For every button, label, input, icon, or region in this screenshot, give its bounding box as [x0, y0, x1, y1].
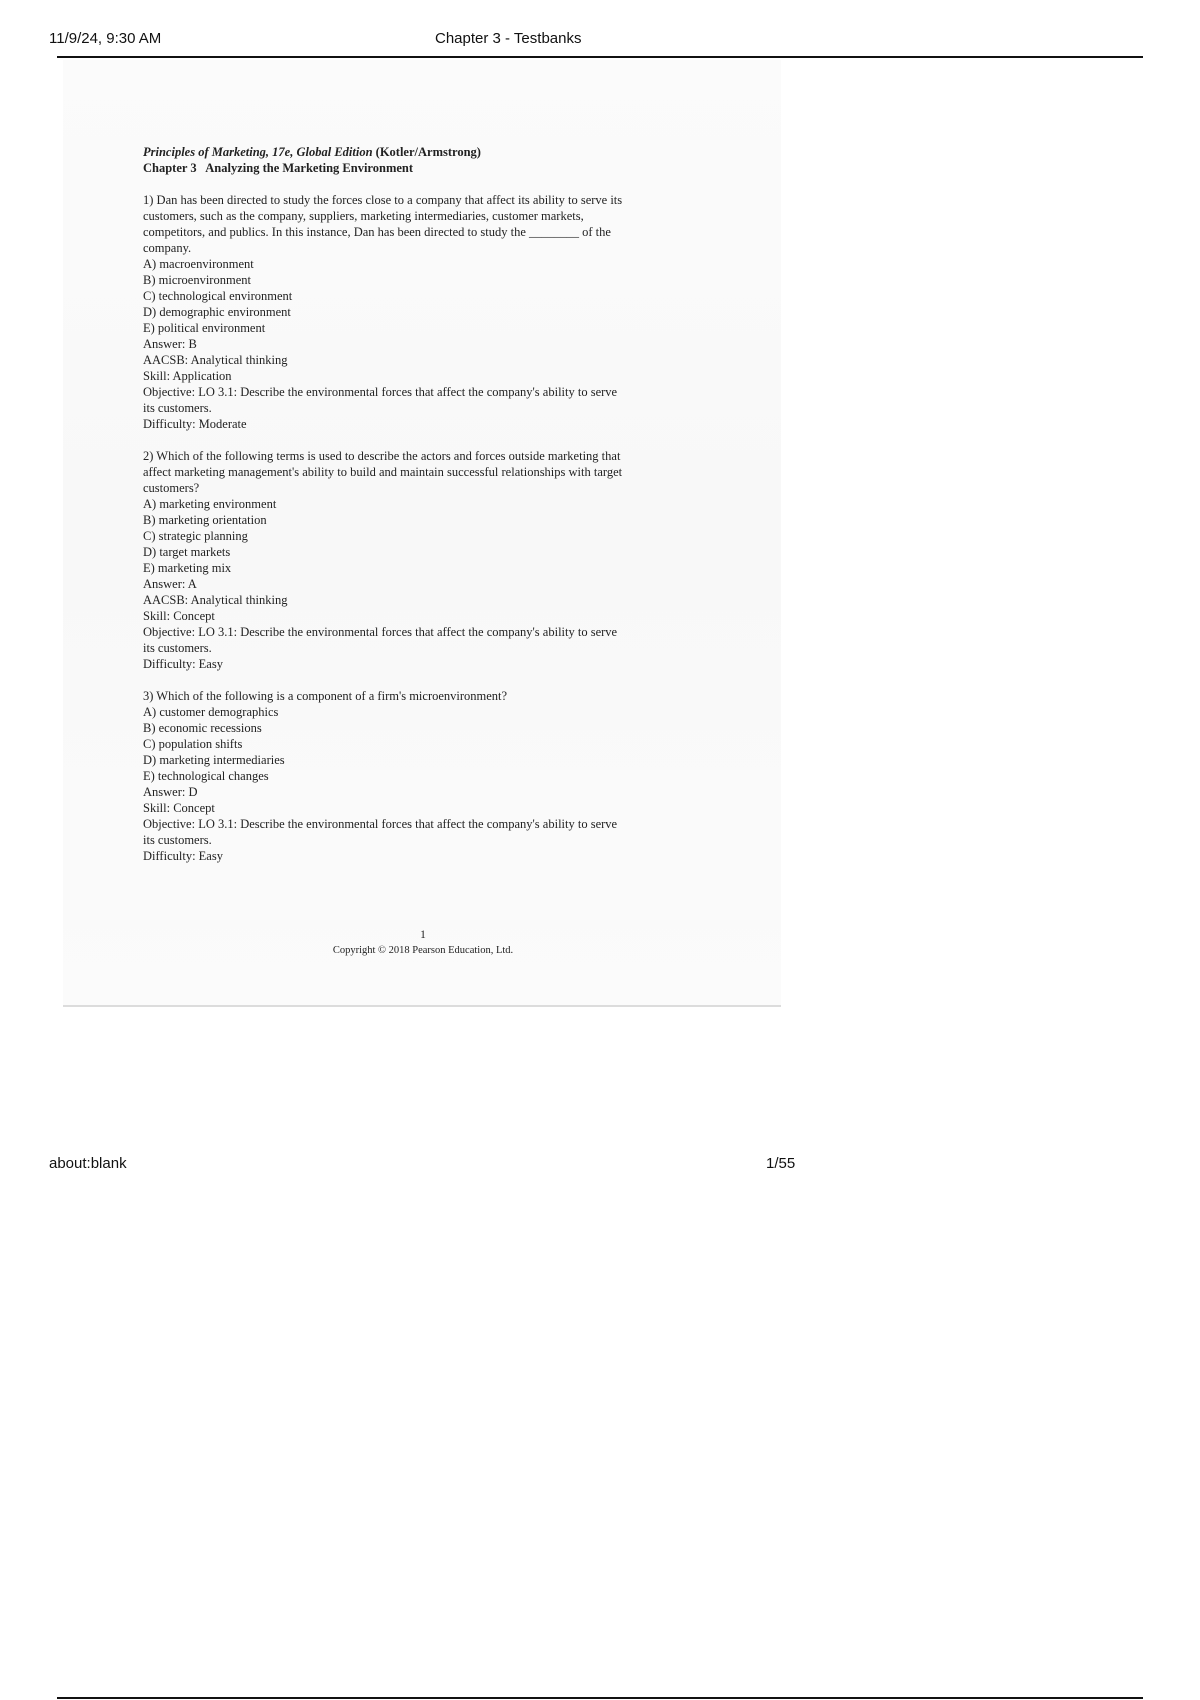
testbank-document	[143, 144, 703, 864]
question-line: competitors, and publics. In this instance, Dan has been directed to study the ________ of the	[143, 225, 611, 239]
objective-tag-continued: its customers.	[143, 833, 212, 847]
question-3	[143, 688, 703, 864]
answer-option: B) economic recessions	[143, 721, 262, 735]
answer-option: A) macroenvironment	[143, 257, 254, 271]
skill-tag: Skill: Concept	[143, 801, 215, 815]
book-title-italic: Principles of Marketing, 17e, Global Edition	[143, 145, 373, 159]
book-authors: (Kotler/Armstrong)	[372, 145, 481, 159]
print-page-count: 1/55	[766, 1155, 796, 1172]
answer-key: Answer: B	[143, 337, 197, 351]
answer-option: C) technological environment	[143, 289, 293, 303]
question-line: customers?	[143, 481, 200, 495]
skill-tag: Skill: Concept	[143, 609, 215, 623]
answer-option: E) technological changes	[143, 769, 269, 783]
question-line: company.	[143, 241, 192, 255]
question-1	[143, 192, 703, 432]
aacsb-tag: AACSB: Analytical thinking	[143, 353, 288, 367]
header-rule	[57, 56, 1143, 58]
difficulty-tag: Difficulty: Easy	[143, 849, 223, 863]
chapter-heading: Chapter 3 Analyzing the Marketing Environment	[143, 161, 414, 175]
print-page-title: Chapter 3 - Testbanks	[435, 30, 582, 47]
objective-tag: Objective: LO 3.1: Describe the environmental forces that affect the company's ability to serve	[143, 625, 618, 639]
aacsb-tag: AACSB: Analytical thinking	[143, 593, 288, 607]
document-page-number: 1	[420, 929, 426, 941]
question-2	[143, 448, 703, 672]
answer-option: A) marketing environment	[143, 497, 277, 511]
footer-rule	[57, 1697, 1143, 1699]
objective-tag: Objective: LO 3.1: Describe the environmental forces that affect the company's ability to serve	[143, 385, 618, 399]
answer-option: B) microenvironment	[143, 273, 251, 287]
answer-option: D) marketing intermediaries	[143, 753, 285, 767]
answer-option: D) demographic environment	[143, 305, 291, 319]
question-line: 3) Which of the following is a component of a firm's microenvironment?	[143, 689, 508, 703]
skill-tag: Skill: Application	[143, 369, 232, 383]
objective-tag-continued: its customers.	[143, 401, 212, 415]
answer-option: E) political environment	[143, 321, 266, 335]
book-title	[143, 144, 703, 160]
question-line: customers, such as the company, suppliers, marketing intermediaries, customer markets,	[143, 209, 584, 223]
answer-option: A) customer demographics	[143, 705, 279, 719]
answer-key: Answer: A	[143, 577, 197, 591]
print-url: about:blank	[49, 1155, 127, 1172]
answer-option: C) strategic planning	[143, 529, 248, 543]
question-line: 1) Dan has been directed to study the forces close to a company that affect its ability to serve its	[143, 193, 623, 207]
answer-option: C) population shifts	[143, 737, 243, 751]
answer-option: B) marketing orientation	[143, 513, 267, 527]
question-line: affect marketing management's ability to build and maintain successful relationships with target	[143, 465, 623, 479]
answer-key: Answer: D	[143, 785, 198, 799]
difficulty-tag: Difficulty: Moderate	[143, 417, 247, 431]
question-line: 2) Which of the following terms is used to describe the actors and forces outside marketing that	[143, 449, 621, 463]
copyright-notice: Copyright © 2018 Pearson Education, Ltd.	[332, 945, 514, 956]
difficulty-tag: Difficulty: Easy	[143, 657, 223, 671]
answer-option: E) marketing mix	[143, 561, 232, 575]
objective-tag-continued: its customers.	[143, 641, 212, 655]
print-datetime: 11/9/24, 9:30 AM	[49, 30, 162, 47]
objective-tag: Objective: LO 3.1: Describe the environmental forces that affect the company's ability to serve	[143, 817, 618, 831]
answer-option: D) target markets	[143, 545, 231, 559]
